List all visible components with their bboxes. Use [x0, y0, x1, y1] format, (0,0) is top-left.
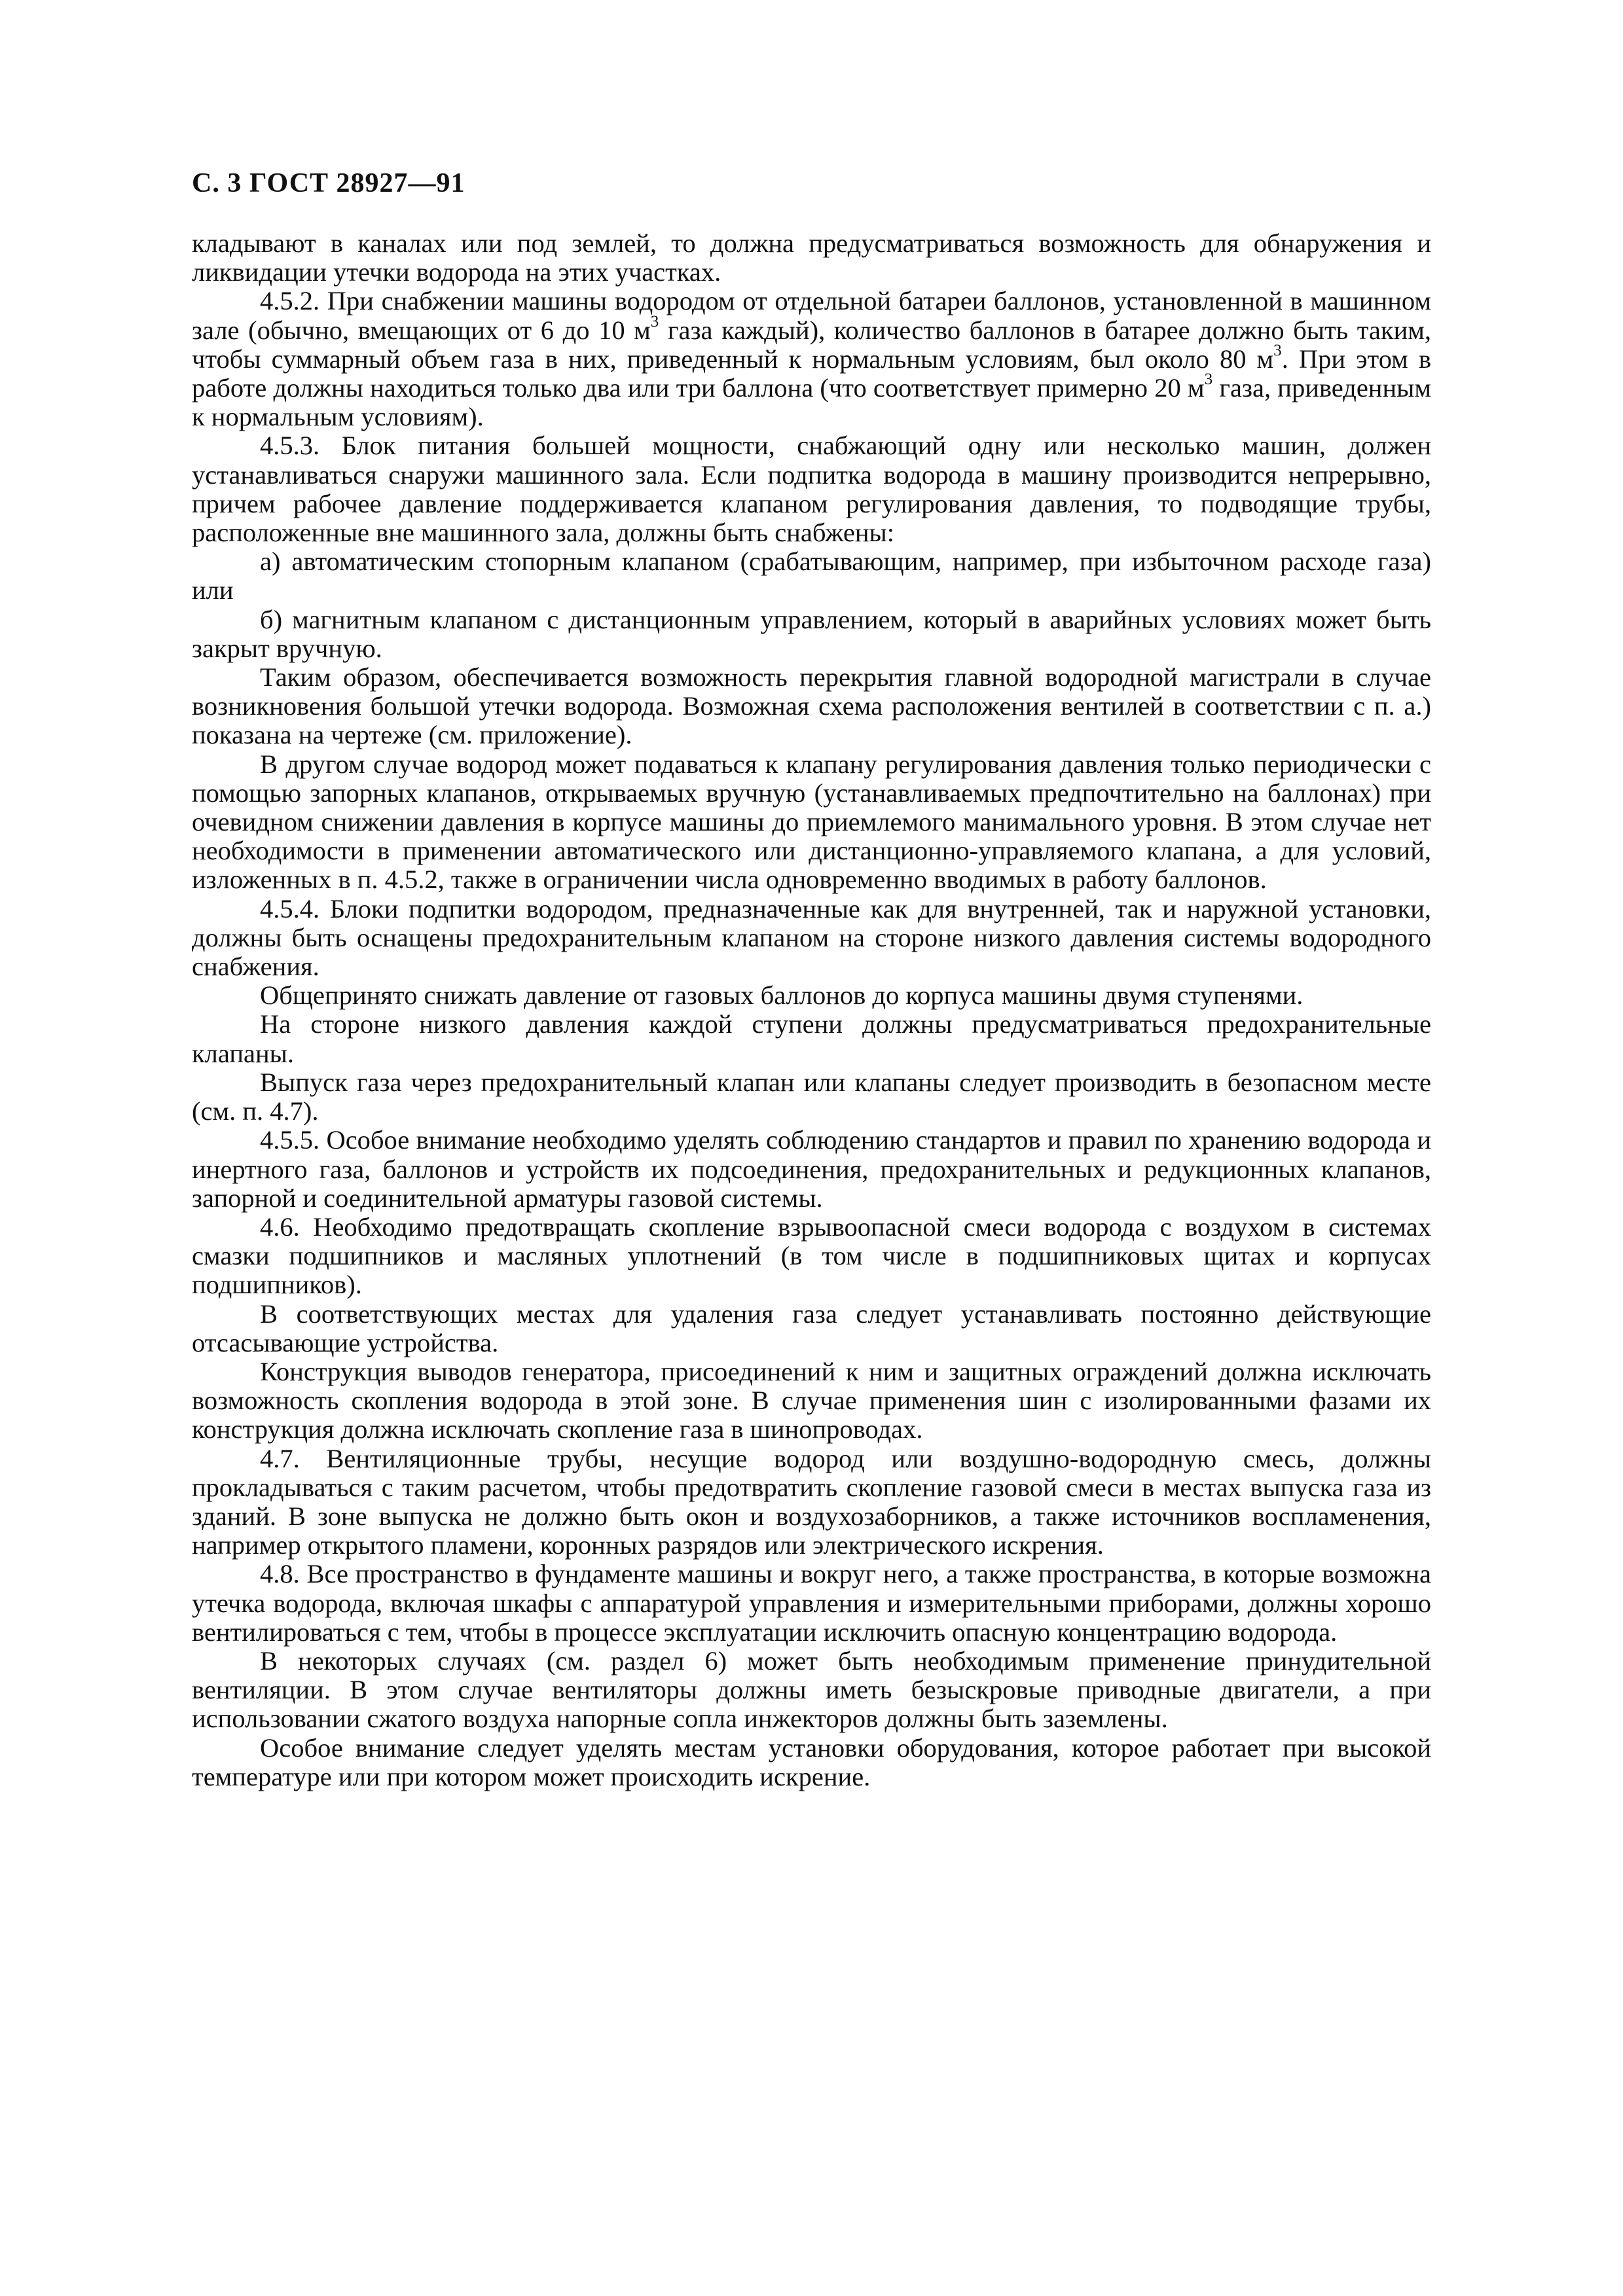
- running-head: С. 3 ГОСТ 28927—91: [192, 168, 465, 198]
- paragraph: Особое внимание следует уделять местам установки оборудования, которое работает при высокой температуре или при котором может происходить искрение.: [192, 1732, 1431, 1791]
- paragraph-4-5-5: 4.5.5. Особое внимание необходимо уделять соблюдению стандартов и правил по хранению водорода и инертного газа, баллонов и устройств их подсоединения, предохранительных и редукционных клапанов, запорной и соединительной арматуры газовой системы.: [192, 1125, 1431, 1213]
- list-item-b: б) магнитным клапаном с дистанционным управлением, который в аварийных условиях может быть закрыт вручную.: [192, 604, 1431, 663]
- paragraph: Конструкция выводов генератора, присоединений к ним и защитных ограждений должна исключать возможность скопления водорода в этой зоне. В случае применения шин с изолированными фазами их конструкция должна исключать скопление газа в шинопроводах.: [192, 1356, 1431, 1444]
- text-run: газа каждый), количество баллонов в батарее должно быть таким, чтобы суммарный объем газа в них, приведенный к нормальным условиям, был около 80 м: [192, 315, 1431, 374]
- text-run: . При этом в работе должны находиться только два или три баллона (что соответствует примерно 20 м: [192, 344, 1432, 403]
- text-run: 4.5.2. При снабжении машины водородом от отдельной батареи баллонов, установленной в машинном зале (обычно, вмещающих от 6 до 10 м: [192, 286, 1431, 345]
- paragraph: На стороне низкого давления каждой ступени должны предусматриваться предохранительные клапаны.: [192, 1009, 1431, 1068]
- list-item-a: а) автоматическим стопорным клапаном (срабатывающим, например, при избыточном расходе газа) или: [192, 547, 1431, 605]
- paragraph-4-6: 4.6. Необходимо предотвращать скопление взрывоопасной смеси водорода с воздухом в системах смазки подшипников и масляных уплотнений (в том числе в подшипниковых щитах и корпусах подшипников).: [192, 1211, 1431, 1300]
- superscript: 3: [650, 312, 659, 331]
- paragraph-4-5-4: 4.5.4. Блоки подпитки водородом, предназначенные как для внутренней, так и наружной установки, должны быть оснащены предохранительным клапаном на стороне низкого давления системы водородного снабжения.: [192, 893, 1431, 982]
- paragraph-4-8: 4.8. Все пространство в фундаменте машины и вокруг него, а также пространства, в которые возможна утечка водорода, включая шкафы с аппаратурой управления и измерительными приборами, должны хорошо вентилироваться с тем, чтобы в процессе эксплуатации исключить опасную концентрацию водорода.: [192, 1559, 1431, 1647]
- paragraph: Выпуск газа через предохранительный клапан или клапаны следует производить в безопасном месте (см. п. 4.7).: [192, 1067, 1431, 1126]
- paragraph-4-5-2: [192, 287, 1431, 431]
- paragraph-4-7: 4.7. Вентиляционные трубы, несущие водород или воздушно-водородную смесь, должны прокладываться с таким расчетом, чтобы предотвратить скопление газовой смеси в местах выпуска газа из зданий. В зоне выпуска не должно быть окон и воздухозаборников, а также источников воспламенения, например открытого пламени, коронных разрядов или электрического искрения.: [192, 1443, 1431, 1560]
- paragraph: В некоторых случаях (см. раздел 6) может быть необходимым применение принудительной вентиляции. В этом случае вентиляторы должны иметь безыскровые приводные двигатели, а при использовании сжатого воздуха напорные сопла инжекторов должны быть заземлены.: [192, 1645, 1431, 1734]
- paragraph: В соответствующих местах для удаления газа следует устанавливать постоянно действующие отсасывающие устройства.: [192, 1299, 1431, 1357]
- paragraph: Общепринято снижать давление от газовых баллонов до корпуса машины двумя ступенями.: [260, 980, 1304, 1011]
- paragraph: Таким образом, обеспечивается возможность перекрытия главной водородной магистрали в случае возникновения большой утечки водорода. Возможная схема расположения вентилей в соответствии с п. а.) показана на чертеже (см. приложение).: [192, 662, 1431, 750]
- paragraph: В другом случае водород может подаваться к клапану регулирования давления только периодически с помощью запорных клапанов, открываемых вручную (устанавливаемых предпочтительно на баллонах) при очевидном снижении давления в корпусе машины до приемлемого манимального уровня. В этом случае нет необходимости в применении автоматического или дистанционно-управляемого клапана, а для условий, изложенных в п. 4.5.2, также в ограничении числа одновременно вводимых в работу баллонов.: [192, 749, 1431, 895]
- paragraph: кладывают в каналах или под землей, то должна предусматриваться возможность для обнаружения и ликвидации утечки водорода на этих участках.: [192, 228, 1431, 287]
- paragraph-4-5-3: 4.5.3. Блок питания большей мощности, снабжающий одну или несколько машин, должен устанавливаться снаружи машинного зала. Если подпитка водорода в машину производится непрерывно, причем рабочее давление поддерживается клапаном регулирования давления, то подводящие трубы, расположенные вне машинного зала, должны быть снабжены:: [192, 431, 1431, 548]
- body-text: [192, 229, 1431, 1791]
- superscript: 3: [1204, 370, 1213, 389]
- superscript: 3: [1273, 341, 1282, 359]
- text-run: газа, приведенным к нормальным условиям).: [192, 373, 1431, 432]
